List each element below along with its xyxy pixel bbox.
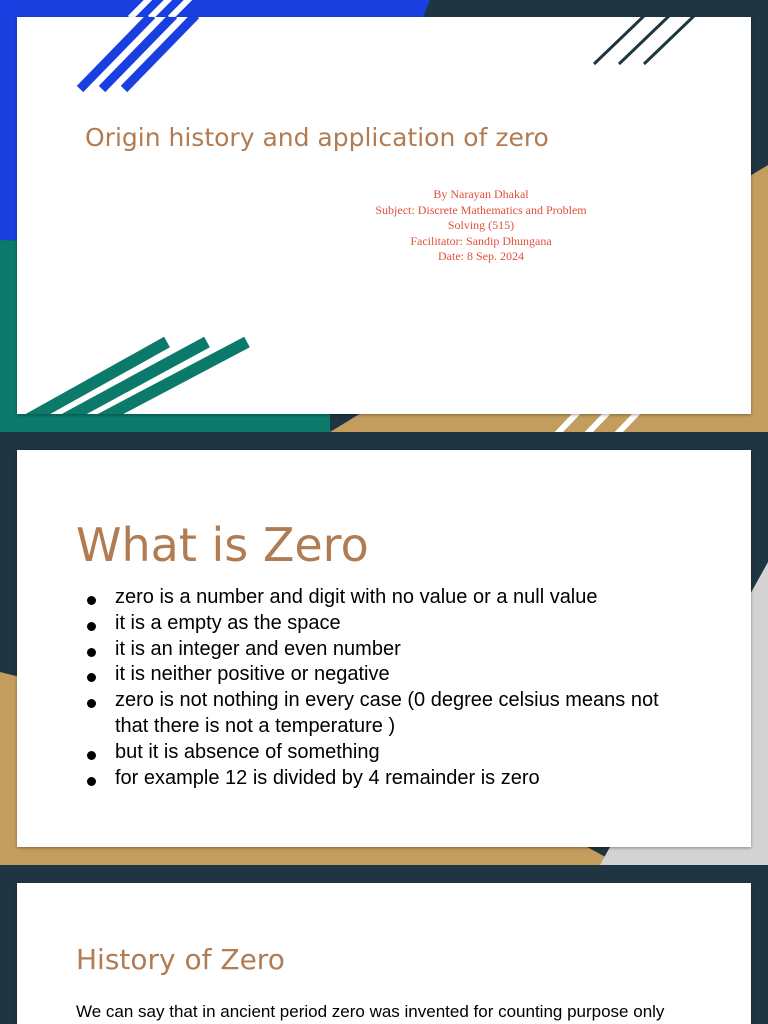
presentation-title: Origin history and application of zero	[85, 123, 549, 152]
bullet-list	[79, 585, 679, 791]
list-item	[79, 637, 679, 663]
bullet-icon	[87, 751, 96, 760]
slide-3-card	[17, 883, 751, 1024]
bullet-text: zero is a number and digit with no value or a null value	[115, 586, 598, 608]
slide-3[interactable]	[0, 865, 768, 1024]
bullet-text: it is neither positive or negative	[115, 663, 390, 686]
list-item	[79, 585, 679, 611]
list-item	[79, 662, 679, 688]
bullet-text: zero is not nothing in every case (0 degree celsius means not that there is not a temperature )	[115, 689, 659, 737]
bullet-text: for example 12 is divided by 4 remainder is zero	[115, 766, 540, 789]
slide-title: History of Zero	[76, 943, 285, 976]
list-item	[79, 688, 679, 740]
date-line: Date: 8 Sep. 2024	[438, 249, 524, 264]
author-line: By Narayan Dhakal	[433, 187, 529, 201]
author-info	[362, 187, 600, 265]
bullet-icon	[87, 596, 96, 605]
list-item	[79, 611, 679, 637]
subject-line-cont: Solving (515)	[447, 218, 515, 233]
slide-body-text: We can say that in ancient period zero was invented for counting purpose only	[76, 1002, 665, 1021]
bullet-text: but it is absence of something	[115, 740, 380, 763]
bullet-text: it is an integer and even number	[115, 637, 401, 660]
list-item	[79, 740, 679, 766]
bullet-icon	[87, 673, 96, 682]
list-item	[79, 766, 679, 792]
bullet-text: it is a empty as the space	[115, 611, 341, 634]
slide-2-card	[17, 450, 751, 847]
facilitator-line: Facilitator: Sandip Dhungana	[410, 233, 552, 248]
slide-2[interactable]	[0, 432, 768, 865]
bullet-icon	[87, 622, 96, 631]
bullet-icon	[87, 777, 96, 786]
slide-title: What is Zero	[76, 518, 369, 572]
slide-1[interactable]	[0, 0, 768, 432]
slide-1-card	[17, 17, 751, 414]
subject-line: Subject: Discrete Mathematics and Problem	[375, 202, 587, 217]
bullet-icon	[87, 648, 96, 657]
bullet-icon	[87, 699, 96, 708]
